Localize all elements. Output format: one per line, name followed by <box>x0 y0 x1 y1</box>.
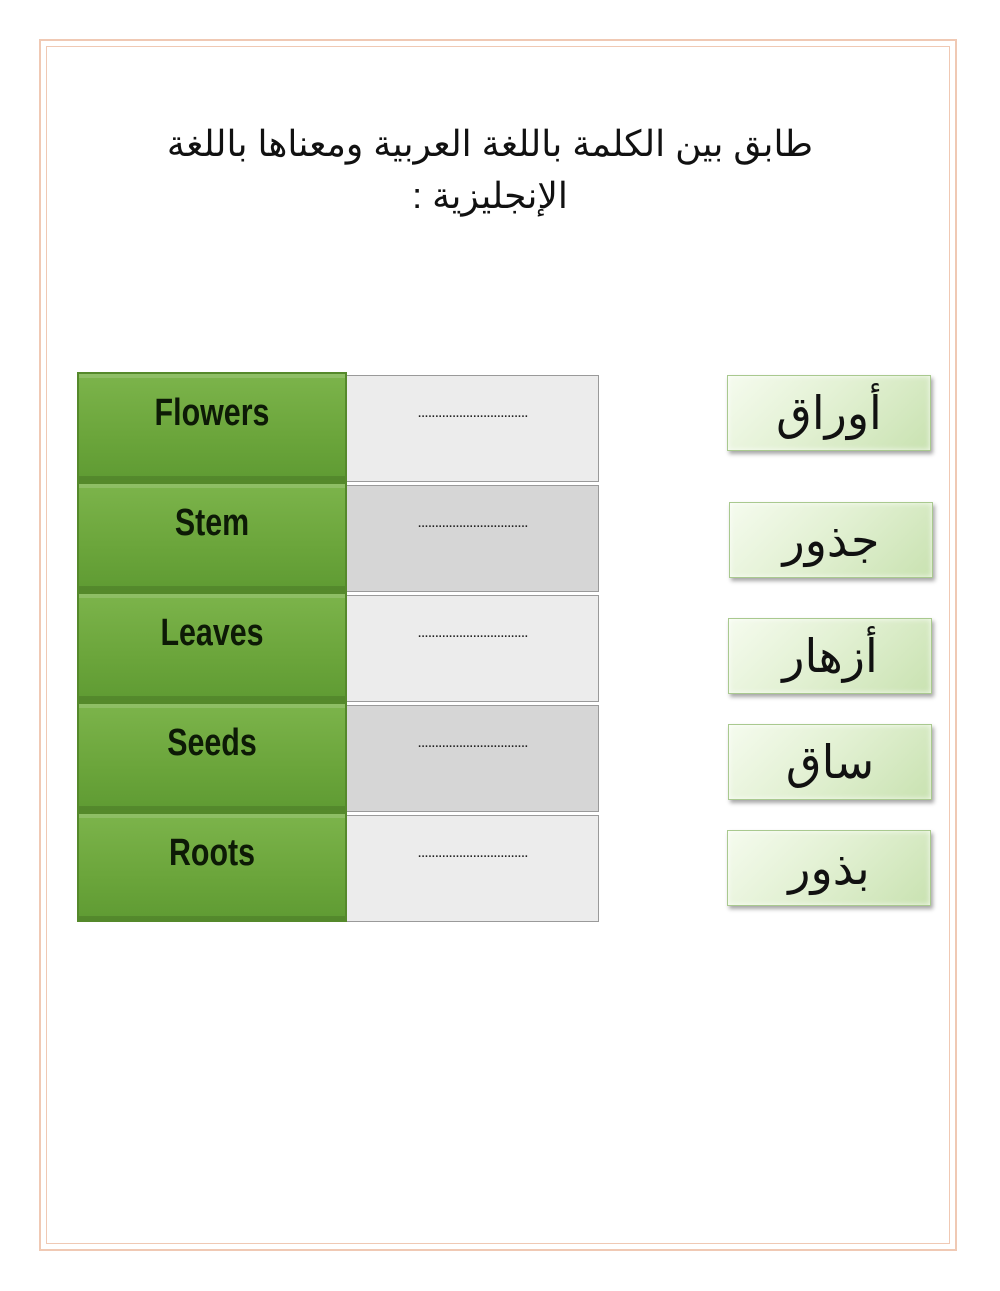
english-word: Stem <box>174 502 250 544</box>
arabic-word-card[interactable]: أوراق <box>727 375 931 451</box>
arabic-word-card[interactable]: جذور <box>729 502 933 578</box>
english-word: Flowers <box>154 392 270 434</box>
english-word-cell <box>77 702 347 812</box>
english-word-cell <box>77 482 347 592</box>
english-word-cell <box>77 592 347 702</box>
english-word-cell <box>77 812 347 922</box>
answer-blank[interactable]: ................................ <box>347 595 599 702</box>
english-word: Seeds <box>167 722 257 764</box>
answer-blank[interactable]: ................................ <box>347 815 599 922</box>
english-word-cell <box>77 372 347 482</box>
answer-blank[interactable]: ................................ <box>347 375 599 482</box>
answer-blank[interactable]: ................................ <box>347 705 599 812</box>
arabic-word-card[interactable]: أزهار <box>728 618 932 694</box>
arabic-word-card[interactable]: ساق <box>728 724 932 800</box>
english-word: Roots <box>168 832 256 874</box>
english-word: Leaves <box>160 612 264 654</box>
instruction-text: طابق بين الكلمة باللغة العربية ومعناها باللغة الإنجليزية : <box>166 123 814 216</box>
answer-blank[interactable]: ................................ <box>347 485 599 592</box>
arabic-word-card[interactable]: بذور <box>727 830 931 906</box>
